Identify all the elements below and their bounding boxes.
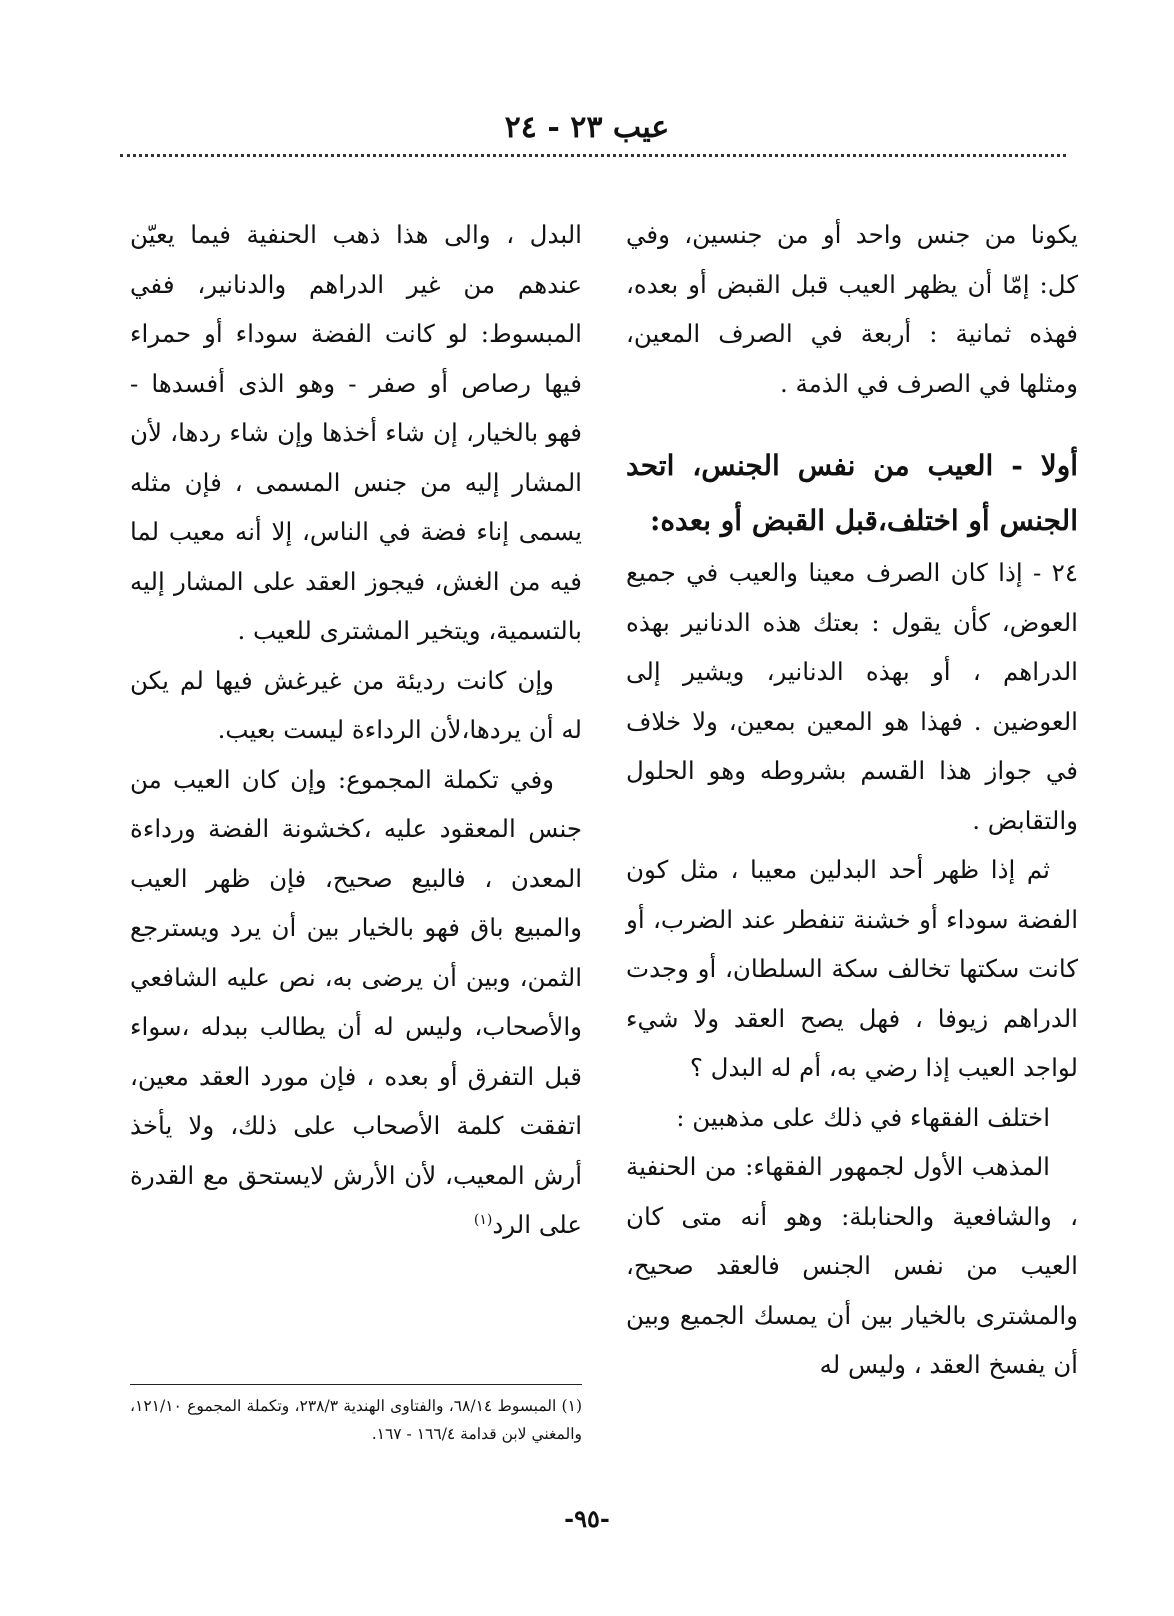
paragraph-defect-appears: ثم إذا ظهر أحد البدلين معيبا ، مثل كون الفضة سوداء أو خشنة تنفطر عند الضرب، أو كانت سكتها تخالف سكة السلطان، أو وجدت الدراهم زيوفا ، فهل يصح العقد ولا شيء لواجد العيب إذا رضي به، أم له البدل ؟ bbox=[626, 855, 1078, 1082]
header-dotted-rule bbox=[120, 154, 1066, 157]
paragraph-jurists-differ: اختلف الفقهاء في ذلك على مذهبين : bbox=[676, 1102, 1050, 1132]
section-heading: أولا - العيب من نفس الجنس، اتحد الجنس أو اختلف،قبل القبض أو بعده: bbox=[626, 449, 1078, 537]
footnote-separator bbox=[130, 1384, 582, 1385]
paragraph-first-school: المذهب الأول لجمهور الفقهاء: من الحنفية ، والشافعية والحنابلة: وهو أنه متى كان العيب من نفس الجنس فالعقد صحيح، والمشترى بالخيار بين أن يمسك الجميع وبين أن يفسخ العقد ، وليس له bbox=[626, 1152, 1078, 1379]
running-header: عيب ٢٣ - ٢٤ bbox=[504, 110, 670, 145]
paragraph-bad-quality: وإن كانت رديئة من غيرغش فيها لم يكن له أن يردها،لأن الرداءة ليست بعيب. bbox=[130, 665, 582, 744]
left-text-column bbox=[130, 210, 582, 1250]
intro-paragraph: يكونا من جنس واحد أو من جنسين، وفي كل: إمّا أن يظهر العيب قبل القبض أو بعده، فهذه ثمانية : أربعة في الصرف المعين، ومثلها في الصرف في الذمة . bbox=[626, 220, 1078, 398]
takmila-text: وفي تكملة المجموع: وإن كان العيب من جنس المعقود عليه ،كخشونة الفضة ورداءة المعدن ، فالبيع صحيح، فإن ظهر العيب والمبيع باق فهو بالخيار بين أن يرد ويسترجع الثمن، وبين أن يرضى به، نص عليه الشافعي والأصحاب، وليس له أن يطالب ببدله ،سواء قبل التفرق أو بعده ، فإن مورد العقد معين، اتفقت كلمة الأصحاب على ذلك، ولا يأخذ أرش المعيب، لأن الأرش لايستحق مع القدرة على الرد bbox=[130, 764, 582, 1239]
paragraph-24: ٢٤ - إذا كان الصرف معينا والعيب في جميع العوض، كأن يقول : بعتك هذه الدنانير بهذه الدراهم ، أو بهذه الدنانير، ويشير إلى العوضين . فهذا هو المعين بمعين، ولا خلاف في جواز هذا القسم بشروطه وهو الحلول والتقابض . bbox=[626, 558, 1078, 835]
footnote-marker[interactable]: (١) bbox=[473, 1211, 493, 1228]
paragraph-takmila bbox=[130, 755, 582, 1250]
page-number: -٩٥- bbox=[564, 1504, 610, 1533]
right-text-column bbox=[626, 210, 1078, 1390]
footnote: (١) المبسوط ٦٨/١٤، والفتاوى الهندية ٢٣٨/٣، وتكملة المجموع ١٢١/١٠، والمغني لابن قدامة ١٦٦/٤ - ١٦٧. bbox=[130, 1397, 582, 1443]
paragraph-hanafi-view: البدل ، والى هذا ذهب الحنفية فيما يعيّن عندهم من غير الدراهم والدنانير، ففي المبسوط: لو كانت الفضة سوداء أو حمراء فيها رصاص أو صفر - وهو الذى أفسدها - فهو بالخيار، إن شاء أخذها وإن شاء ردها، لأن المشار إليه من جنس المسمى ، فإن مثله يسمى إناء فضة في الناس، إلا أنه معيب لما فيه من الغش، فيجوز العقد على المشار إليه بالتسمية، ويتخير المشترى للعيب . bbox=[130, 220, 582, 645]
